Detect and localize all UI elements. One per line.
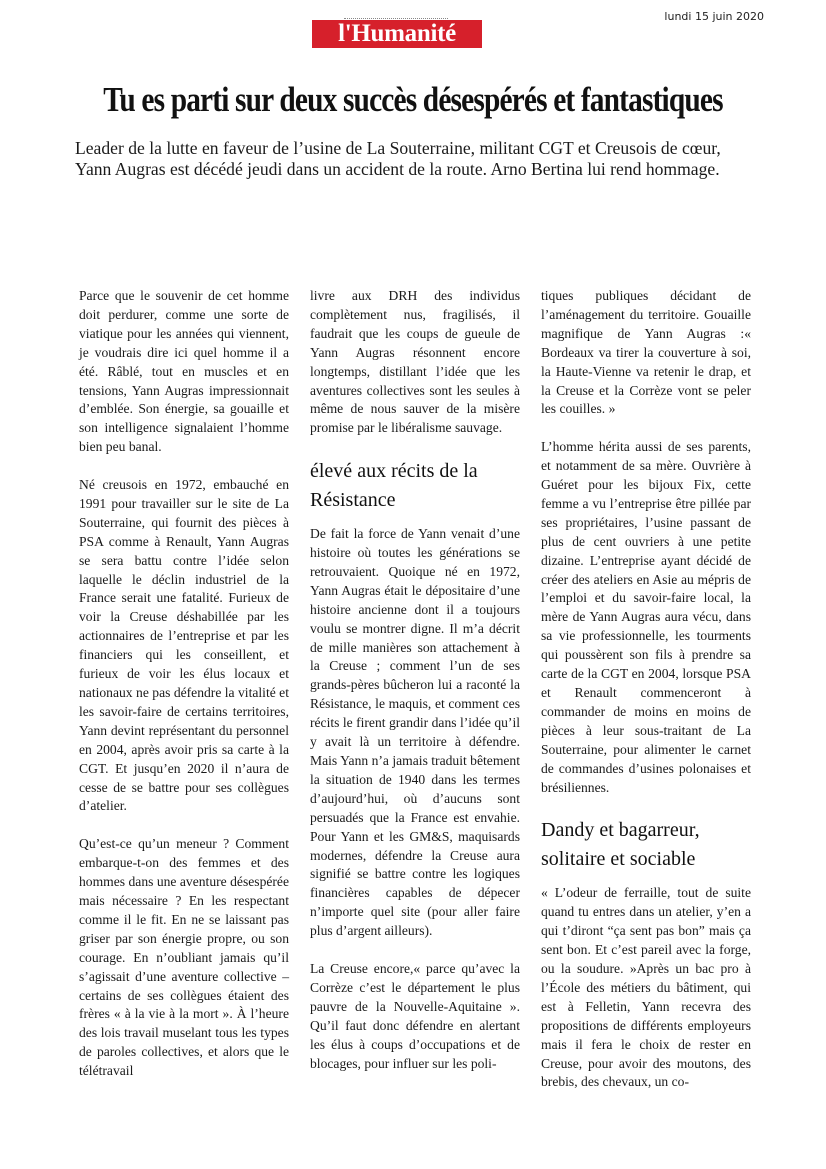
paragraph: Né creusois en 1972, embauché en 1991 pour travailler sur le site de La Souterraine, qui fournit des pièces à PSA comme à Renault, Yann Augras se sera battu contre l’idée selon laquelle le déclin industriel de la France serait une fatalité. Furieux de voir la Creuse déshabillée par les actionnaires de l’entreprise et par les financiers qui les conseillent, et furieux de voir les élus locaux et nationaux ne pas défendre la vitalité et les savoir-faire de certains territoires, Yann devint représentant du personnel en 2004, après avoir pris sa carte à la CGT. Et jusqu’en 2020 il n’aura de cesse de se battre pour ses collègues d’atelier. bbox=[79, 477, 289, 814]
subheading: élevé aux récits de la Résistance bbox=[310, 460, 478, 512]
paragraph: tiques publiques décidant de l’aménagement du territoire. Gouaille magnifique de Yann Augras :« Bordeaux va tirer la couverture à soi, la Haute-Vienne va retenir le drap, et la Creuse et la Corrèze vont se peler les couilles. » bbox=[541, 288, 751, 417]
paragraph: Parce que le souvenir de cet homme doit perdurer, comme une sorte de viatique pour les années qui viennent, je voudrais dire ici quel homme il a été. Râblé, tout en muscles et en tensions, Yann Augras impressionnait d’emblée. Son énergie, sa gouaille et son intelligence signalaient l’homme bien peu banal. bbox=[79, 288, 289, 455]
article-column-1 bbox=[79, 287, 289, 1081]
paragraph: La Creuse encore,« parce qu’avec la Corrèze c’est le département le plus pauvre de la Nouvelle-Aquitaine ». Qu’il faut donc défendre en alertant les élus à coups d’occupations et de blocages, pour influer sur les poli- bbox=[310, 960, 520, 1071]
page-date: lundi 15 juin 2020 bbox=[664, 10, 764, 23]
paragraph: « L’odeur de ferraille, tout de suite quand tu entres dans un atelier, y’en a qui t’diront “ça sent pas bon” mais ça sent bon. Et c’est pareil avec la forge, ou la soudure. »Après un bac pro à l’École des métiers du bâtiment, qui est à Felletin, Yann recevra des propositions de différents employeurs mais il fera le choix de rester en Creuse, pour avoir des moutons, des brebis, des chevaux, un co- bbox=[541, 885, 751, 1090]
article-column-2 bbox=[310, 287, 520, 1073]
article-lede: Leader de la lutte en faveur de l’usine de La Souterraine, militant CGT et Creusois de cœur, Yann Augras est décédé jeudi dans un accident de la route. Arno Bertina lui rend hommage. bbox=[75, 138, 721, 179]
paragraph: L’homme hérita aussi de ses parents, et notamment de sa mère. Ouvrière à Guéret pour les bijoux Fix, cette femme a vu l’entreprise être pillée par ses propriétaires, l’usine passant de plus de cent ouvriers à une petite dizaine. L’entreprise ayant décidé de créer des ateliers en Asie au mépris de l’emploi et du savoir-faire local, la mère de Yann Augras aura vécu, dans sa vie professionnelle, les tourments qui poussèrent son fils à prendre sa carte de la CGT en 2004, lorsque PSA et Renault commenceront à commander de moins en moins de pièces à leur sous-traitant de La Souterraine, pour alimenter le carnet de commandes d’usines polonaises et brésiliennes. bbox=[541, 439, 751, 795]
paragraph: livre aux DRH des individus complètement nus, fragilisés, il faudrait que les coups de gueule de Yann Augras résonnent encore longtemps, distillant l’idée que les aventures collectives sont les seules à même de nous sauver de la misère promise par le libéralisme sauvage. bbox=[310, 288, 520, 436]
article-headline: Tu es parti sur deux succès désespérés et fantastiques bbox=[103, 80, 723, 119]
paragraph: De fait la force de Yann venait d’une histoire où toutes les générations se retrouvaient. Quoique né en 1972, Yann Augras était le dépositaire d’une histoire ancienne dont il a toujours voulu se montrer digne. Il m’a décrit de mille manières son attachement à la Creuse ; comment l’un de ses grands-pères bûcheron lui a raconté la Résistance, le maquis, et comment ces récits le firent grandir dans l’idée qu’il y avait là un territoire à défendre. Mais Yann n’a jamais traduit bêtement la situation de 1940 dans les termes d’aujourd’hui, où d’aucuns sont persuadés que la France est envahie. Pour Yann et les GM&S, maquisards modernes, défendre la Creuse aura signifié se battre contre les logiques financières capables de dépecer n’importe quel site (pour aller faire plus d’argent ailleurs). bbox=[310, 526, 520, 939]
subheading: Dandy et bagarreur, solitaire et sociable bbox=[541, 819, 700, 871]
article-column-3 bbox=[541, 287, 751, 1092]
newspaper-logo[interactable]: l'Humanité bbox=[312, 20, 482, 48]
paragraph: Qu’est-ce qu’un meneur ? Comment embarque-t-on des femmes et des hommes dans une aventure désespérée mais nécessaire ? En les respectant comme il le fit. En ne se laissant pas griser par son énergie propre, ou son courage. En n’oubliant jamais qu’il s’agissait d’une aventure collective – certains de ses collègues étaient des frères « à la vie à la mort ». À l’heure des lois travail muselant tous les types de paroles collectives, et alors que le télétravail bbox=[79, 836, 289, 1079]
